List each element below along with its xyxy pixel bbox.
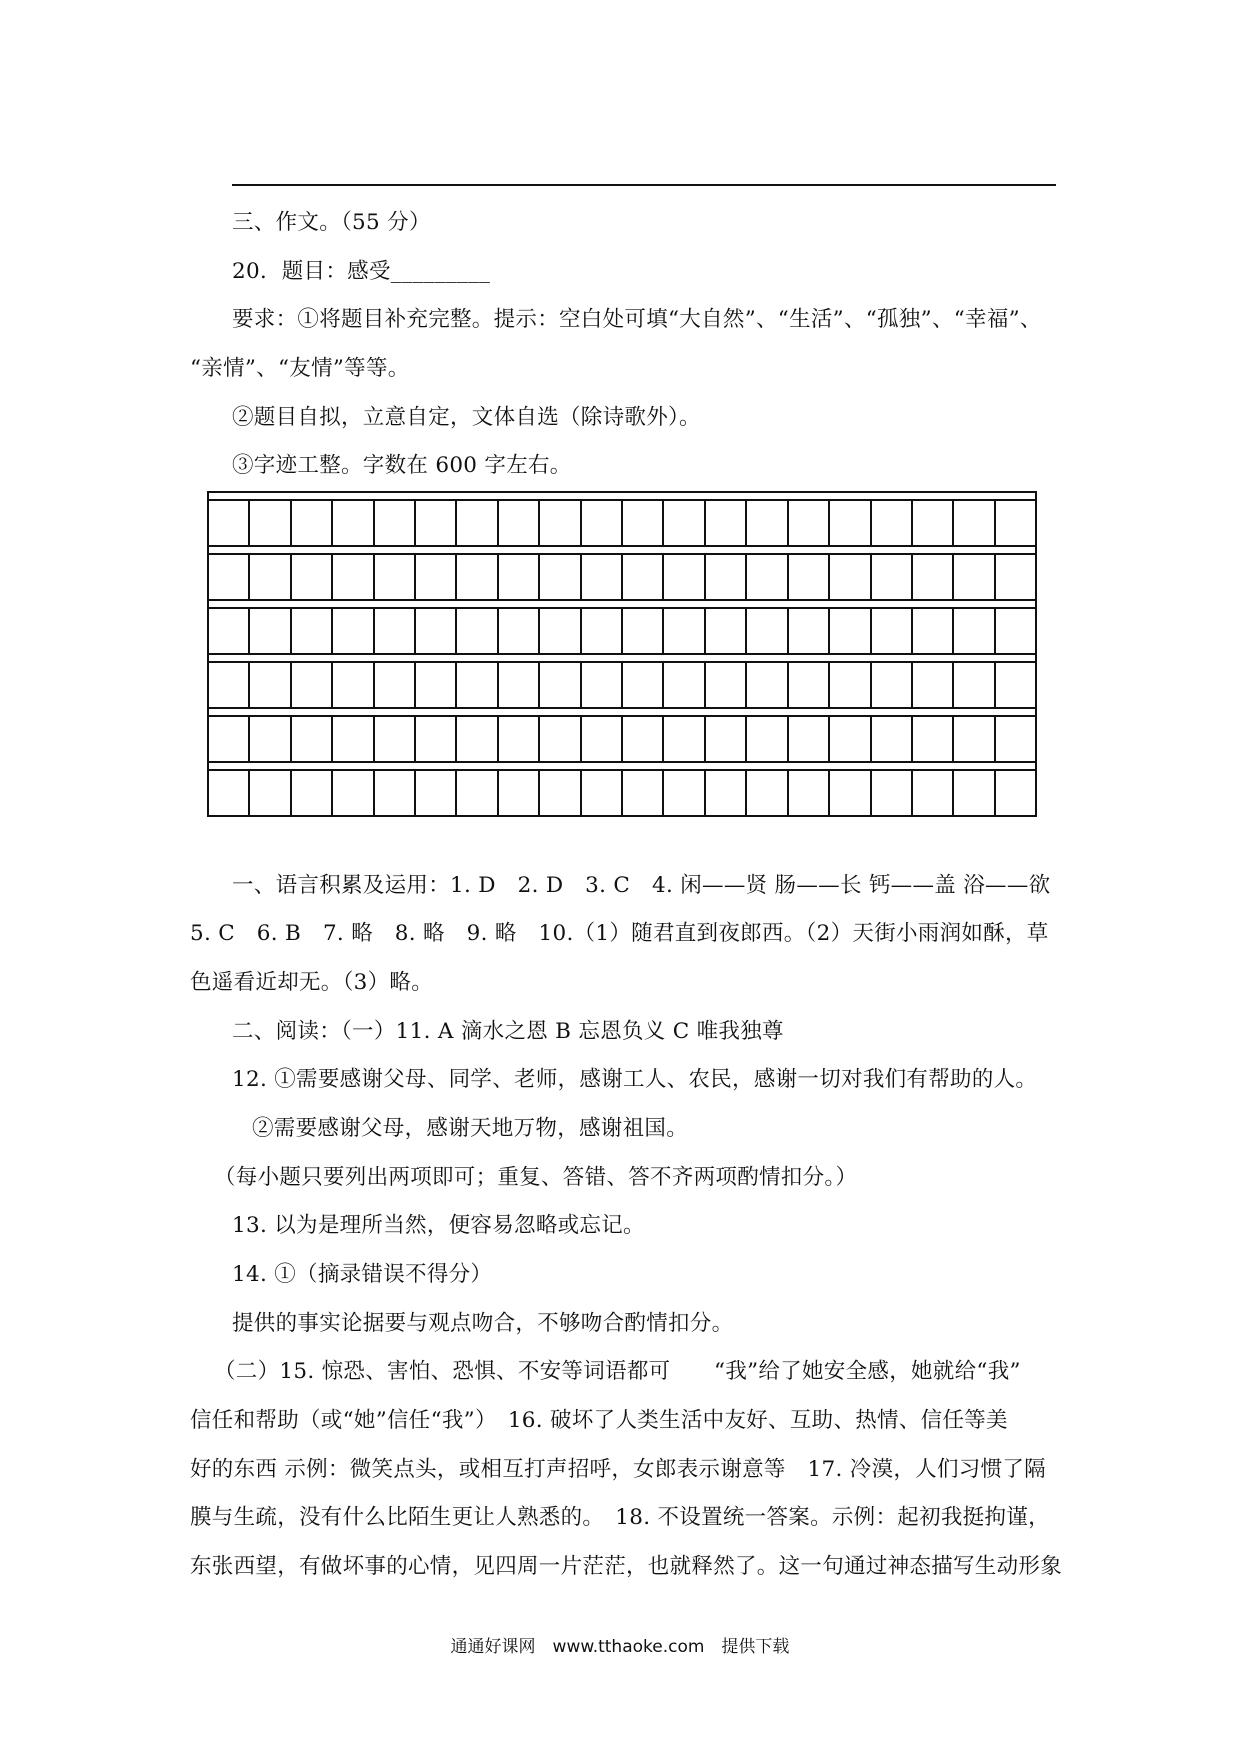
grid-cell [540, 609, 581, 653]
answer-line: 12. ①需要感谢父母、同学、老师，感谢工人、农民，感谢一切对我们有帮助的人。 [232, 1067, 1038, 1092]
grid-cell [872, 555, 913, 599]
grid-cell [292, 663, 333, 707]
grid-cell [996, 717, 1035, 761]
requirement-1-cont: “亲情”、“友情”等等。 [190, 356, 410, 381]
grid-cell [250, 609, 291, 653]
grid-cell [706, 663, 747, 707]
grid-cell [540, 555, 581, 599]
answer-line: （每小题只要列出两项即可；重复、答错、答不齐两项酌情扣分。） [214, 1165, 858, 1190]
grid-cell [250, 501, 291, 545]
header-rule [232, 184, 1056, 186]
grid-cell [499, 663, 540, 707]
grid-cell [623, 717, 664, 761]
grid-cell [789, 663, 830, 707]
grid-cell [872, 501, 913, 545]
grid-row [209, 663, 1035, 707]
grid-cell [209, 717, 250, 761]
grid-cell [872, 609, 913, 653]
grid-cell [706, 555, 747, 599]
grid-cell [375, 663, 416, 707]
grid-cell [789, 717, 830, 761]
answer-line: 一、语言积累及运用：1. D 2. D 3. C 4. 闲——贤 肠——长 钙——盖 浴——欲 [232, 873, 1051, 898]
grid-cell [747, 555, 788, 599]
grid-cell [416, 771, 457, 815]
grid-cell [913, 663, 954, 707]
grid-row [209, 609, 1035, 653]
grid-cell [830, 663, 871, 707]
grid-cell [996, 663, 1035, 707]
grid-frame [207, 491, 1037, 817]
grid-cell [913, 609, 954, 653]
grid-cell [747, 609, 788, 653]
grid-cell [540, 501, 581, 545]
grid-separator [209, 761, 1035, 771]
requirement-2: ②题目自拟，立意自定，文体自选（除诗歌外）。 [232, 405, 701, 430]
requirement-1: 要求：①将题目补充完整。提示：空白处可填“大自然”、“生活”、“孤独”、“幸福”、 [232, 307, 1042, 332]
grid-row [209, 555, 1035, 599]
grid-cell [954, 771, 995, 815]
grid-cell [209, 771, 250, 815]
answer-line: 5. C 6. B 7. 略 8. 略 9. 略 10.（1）随君直到夜郎西。（2）天街小雨润如酥，草 [190, 921, 1049, 946]
requirement-3: ③字迹工整。字数在 600 字左右。 [232, 453, 572, 478]
grid-cell [333, 717, 374, 761]
grid-cell [789, 771, 830, 815]
grid-cell [996, 609, 1035, 653]
grid-cell [954, 555, 995, 599]
grid-cell [375, 717, 416, 761]
answer-line: 13. 以为是理所当然，便容易忽略或忘记。 [232, 1213, 645, 1238]
grid-cell [664, 717, 705, 761]
grid-cell [664, 501, 705, 545]
grid-cell [333, 609, 374, 653]
grid-cell [209, 555, 250, 599]
grid-cell [623, 771, 664, 815]
grid-cell [913, 771, 954, 815]
grid-cell [457, 609, 498, 653]
grid-cell [623, 501, 664, 545]
grid-cell [540, 663, 581, 707]
grid-cell [664, 609, 705, 653]
grid-cell [250, 663, 291, 707]
grid-cell [209, 663, 250, 707]
answer-line: 膜与生疏，没有什么比陌生更让人熟悉的。 18. 不设置统一答案。示例：起初我挺拘谨， [190, 1505, 1050, 1530]
grid-cell [292, 771, 333, 815]
grid-cell [499, 501, 540, 545]
grid-cell [830, 501, 871, 545]
grid-cell [789, 555, 830, 599]
grid-cell [457, 663, 498, 707]
grid-cell [457, 771, 498, 815]
grid-cell [872, 663, 913, 707]
grid-cell [872, 717, 913, 761]
grid-cell [830, 609, 871, 653]
grid-cell [375, 501, 416, 545]
grid-cell [996, 501, 1035, 545]
grid-cell [747, 663, 788, 707]
grid-cell [250, 555, 291, 599]
grid-cell [457, 717, 498, 761]
grid-separator [209, 707, 1035, 717]
grid-separator [209, 599, 1035, 609]
grid-cell [416, 663, 457, 707]
grid-cell [209, 501, 250, 545]
answer-line: 二、阅读：（一）11. A 滴水之恩 B 忘恩负义 C 唯我独尊 [232, 1019, 784, 1044]
grid-cell [333, 555, 374, 599]
grid-cell [292, 609, 333, 653]
grid-cell [996, 771, 1035, 815]
grid-cell [540, 771, 581, 815]
grid-cell [250, 771, 291, 815]
grid-cell [292, 717, 333, 761]
answer-line: ②需要感谢父母，感谢天地万物，感谢祖国。 [252, 1116, 689, 1141]
grid-cell [250, 717, 291, 761]
grid-cell [954, 717, 995, 761]
grid-cell [582, 717, 623, 761]
composition-question: 20．题目：感受_________ [232, 259, 491, 284]
answer-line: 东张西望，有做坏事的心情，见四周一片茫茫，也就释然了。这一句通过神态描写生动形象 [190, 1554, 1063, 1579]
grid-cell [830, 717, 871, 761]
grid-cell [416, 609, 457, 653]
grid-cell [623, 663, 664, 707]
grid-cell [499, 555, 540, 599]
grid-cell [333, 663, 374, 707]
grid-cell [499, 771, 540, 815]
grid-row [209, 717, 1035, 761]
footer-source: 通通好课网 www.tthaoke.com 提供下载 [450, 1637, 790, 1657]
grid-cell [664, 663, 705, 707]
grid-row [209, 771, 1035, 815]
grid-cell [582, 771, 623, 815]
answer-line: （二）15. 惊恐、害怕、恐惧、不安等词语都可 “我”给了她安全感，她就给“我” [214, 1359, 1021, 1384]
grid-cell [292, 555, 333, 599]
composition-heading: 三、作文。（55 分） [232, 210, 431, 235]
grid-separator [209, 491, 1035, 501]
grid-cell [954, 663, 995, 707]
grid-cell [954, 501, 995, 545]
grid-cell [375, 609, 416, 653]
grid-cell [996, 555, 1035, 599]
answer-line: 14. ①（摘录错误不得分） [232, 1262, 493, 1287]
grid-cell [582, 663, 623, 707]
grid-cell [913, 717, 954, 761]
grid-cell [872, 771, 913, 815]
grid-cell [457, 501, 498, 545]
grid-cell [582, 555, 623, 599]
grid-cell [664, 771, 705, 815]
grid-cell [830, 771, 871, 815]
grid-cell [954, 609, 995, 653]
grid-cell [706, 609, 747, 653]
grid-cell [789, 609, 830, 653]
composition-grid [207, 491, 1037, 817]
grid-cell [830, 555, 871, 599]
grid-cell [540, 717, 581, 761]
grid-cell [747, 771, 788, 815]
grid-cell [333, 501, 374, 545]
grid-cell [747, 717, 788, 761]
grid-separator [209, 653, 1035, 663]
answer-line: 提供的事实论据要与观点吻合，不够吻合酌情扣分。 [232, 1311, 734, 1336]
grid-cell [706, 501, 747, 545]
grid-cell [457, 555, 498, 599]
grid-cell [623, 555, 664, 599]
grid-cell [913, 555, 954, 599]
grid-cell [416, 555, 457, 599]
answer-line: 好的东西 示例：微笑点头，或相互打声招呼，女郎表示谢意等 17. 冷漠，人们习惯了隔 [190, 1457, 1046, 1482]
grid-cell [789, 501, 830, 545]
grid-cell [582, 609, 623, 653]
grid-cell [416, 717, 457, 761]
grid-cell [706, 771, 747, 815]
grid-cell [416, 501, 457, 545]
grid-cell [623, 609, 664, 653]
grid-cell [499, 717, 540, 761]
grid-cell [582, 501, 623, 545]
grid-cell [375, 771, 416, 815]
grid-cell [747, 501, 788, 545]
grid-cell [664, 555, 705, 599]
grid-cell [913, 501, 954, 545]
grid-cell [333, 771, 374, 815]
answer-line: 色遥看近却无。（3）略。 [190, 970, 434, 995]
grid-cell [375, 555, 416, 599]
grid-cell [292, 501, 333, 545]
grid-separator [209, 545, 1035, 555]
answer-line: 信任和帮助（或“她”信任“我”） 16. 破坏了人类生活中友好、互助、热情、信任等美 [190, 1408, 1008, 1433]
grid-row [209, 501, 1035, 545]
grid-cell [209, 609, 250, 653]
grid-cell [499, 609, 540, 653]
grid-cell [706, 717, 747, 761]
